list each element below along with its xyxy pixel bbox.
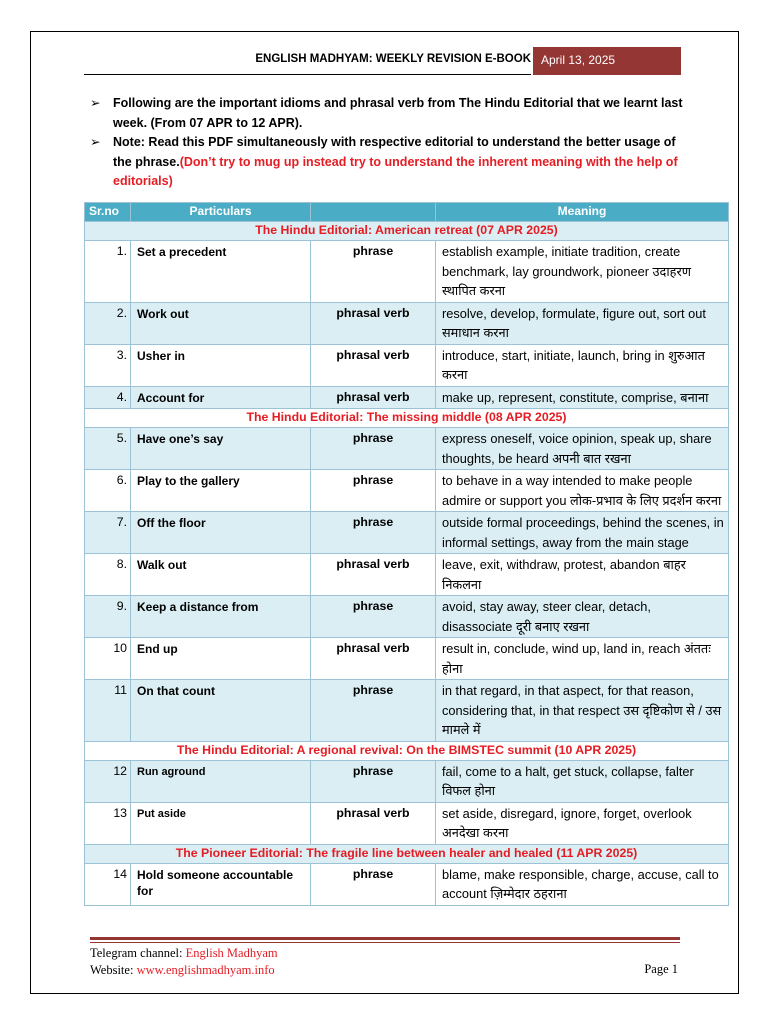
row-number: 2. (85, 302, 131, 344)
telegram-label: Telegram channel: (90, 946, 186, 960)
header-date: April 13, 2025 (533, 47, 681, 75)
table-row (85, 512, 729, 554)
row-number: 10 (85, 638, 131, 680)
row-type: phrase (311, 241, 436, 303)
bullet-warning-text: (Don’t try to mug up instead try to understand the inherent meaning with the help of editorials) (113, 154, 678, 188)
row-term: Walk out (131, 554, 311, 596)
telegram-line (90, 945, 278, 962)
section-title: The Pioneer Editorial: The fragile line between healer and healed (11 APR 2025) (85, 844, 729, 863)
bullet-item (90, 94, 690, 133)
row-term: Usher in (131, 344, 311, 386)
page-footer (90, 945, 278, 979)
telegram-link[interactable]: English Madhyam (185, 946, 278, 960)
row-meaning: resolve, develop, formulate, figure out, sort out समाधान करना (436, 302, 729, 344)
row-term: Account for (131, 386, 311, 409)
row-number: 12 (85, 760, 131, 802)
row-number: 14 (85, 863, 131, 905)
section-title-row (85, 222, 729, 241)
table-row (85, 470, 729, 512)
table-row (85, 302, 729, 344)
bullet-text: Following are the important idioms and phrasal verb from The Hindu Editorial that we learnt last week. (From 07 APR to 12 APR). (113, 96, 683, 130)
row-meaning: blame, make responsible, charge, accuse, call to account ज़िम्मेदार ठहराना (436, 863, 729, 905)
row-meaning: result in, conclude, wind up, land in, reach अंततः होना (436, 638, 729, 680)
row-meaning: fail, come to a halt, get stuck, collapse, falter विफल होना (436, 760, 729, 802)
row-meaning: to behave in a way intended to make people admire or support you लोक-प्रभाव के लिए प्रदर्शन करना (436, 470, 729, 512)
table-row (85, 596, 729, 638)
row-number: 9. (85, 596, 131, 638)
vocabulary-table (84, 202, 729, 906)
website-link[interactable]: www.englishmadhyam.info (136, 963, 275, 977)
header-title: ENGLISH MADHYAM: WEEKLY REVISION E-BOOK (255, 53, 531, 65)
row-number: 6. (85, 470, 131, 512)
row-number: 8. (85, 554, 131, 596)
bullet-item (90, 133, 690, 192)
row-term: Hold someone accountable for (131, 863, 311, 905)
row-term: Have one’s say (131, 428, 311, 470)
table-header-row (85, 203, 729, 222)
row-type: phrasal verb (311, 302, 436, 344)
row-type: phrasal verb (311, 802, 436, 844)
section-title: The Hindu Editorial: A regional revival: On the BIMSTEC summit (10 APR 2025) (85, 741, 729, 760)
row-meaning: express oneself, voice opinion, speak up, share thoughts, be heard अपनी बात रखना (436, 428, 729, 470)
row-term: Off the floor (131, 512, 311, 554)
row-meaning: leave, exit, withdraw, protest, abandon बाहर निकलना (436, 554, 729, 596)
row-type: phrase (311, 428, 436, 470)
row-type: phrasal verb (311, 554, 436, 596)
row-term: Run aground (131, 760, 311, 802)
header-particulars: Particulars (131, 203, 311, 222)
footer-rule-thin (90, 942, 680, 943)
table-row (85, 680, 729, 742)
table-row (85, 428, 729, 470)
row-type: phrase (311, 680, 436, 742)
row-meaning: introduce, start, initiate, launch, bring in शुरुआत करना (436, 344, 729, 386)
row-term: Keep a distance from (131, 596, 311, 638)
table-row (85, 760, 729, 802)
row-type: phrase (311, 760, 436, 802)
row-meaning: outside formal proceedings, behind the scenes, in informal settings, away from the main stage (436, 512, 729, 554)
table-row (85, 863, 729, 905)
row-number: 4. (85, 386, 131, 409)
row-type: phrasal verb (311, 344, 436, 386)
row-number: 1. (85, 241, 131, 303)
row-meaning: establish example, initiate tradition, create benchmark, lay groundwork, pioneer उदाहरण स्थापित करना (436, 241, 729, 303)
section-title: The Hindu Editorial: The missing middle (08 APR 2025) (85, 409, 729, 428)
table-row (85, 344, 729, 386)
row-type: phrase (311, 512, 436, 554)
header-meaning: Meaning (436, 203, 729, 222)
row-term: On that count (131, 680, 311, 742)
row-number: 3. (85, 344, 131, 386)
arrow-bullet-icon: ➢ (90, 96, 101, 110)
row-type: phrase (311, 863, 436, 905)
header-rule (84, 74, 531, 75)
table-row (85, 802, 729, 844)
table-row (85, 386, 729, 409)
website-label: Website: (90, 963, 137, 977)
table-row (85, 241, 729, 303)
footer-rule (90, 937, 680, 940)
section-title: The Hindu Editorial: American retreat (07 APR 2025) (85, 222, 729, 241)
row-number: 11 (85, 680, 131, 742)
page-number: Page 1 (644, 962, 678, 976)
row-meaning: make up, represent, constitute, comprise, बनाना (436, 386, 729, 409)
intro-bullets (90, 94, 690, 192)
website-line (90, 962, 278, 979)
arrow-bullet-icon: ➢ (90, 135, 101, 149)
row-term: Set a precedent (131, 241, 311, 303)
header-srno: Sr.no (85, 203, 131, 222)
row-number: 13 (85, 802, 131, 844)
row-type: phrase (311, 596, 436, 638)
section-title-row (85, 741, 729, 760)
row-type: phrasal verb (311, 638, 436, 680)
row-meaning: set aside, disregard, ignore, forget, overlook अनदेखा करना (436, 802, 729, 844)
bullet-text: Note: Read this PDF simultaneously with respective editorial to understand the better usage of the phrase. (113, 135, 676, 169)
row-type: phrase (311, 470, 436, 512)
page-header (84, 47, 681, 75)
header-type (311, 203, 436, 222)
row-number: 5. (85, 428, 131, 470)
row-number: 7. (85, 512, 131, 554)
table-row (85, 554, 729, 596)
section-title-row (85, 844, 729, 863)
row-meaning: avoid, stay away, steer clear, detach, disassociate दूरी बनाए रखना (436, 596, 729, 638)
row-term: Put aside (131, 802, 311, 844)
row-type: phrasal verb (311, 386, 436, 409)
row-term: Work out (131, 302, 311, 344)
row-term: Play to the gallery (131, 470, 311, 512)
section-title-row (85, 409, 729, 428)
table-row (85, 638, 729, 680)
row-term: End up (131, 638, 311, 680)
row-meaning: in that regard, in that aspect, for that reason, considering that, in that respect उस दृष्टिकोण से / उस मामले में (436, 680, 729, 742)
